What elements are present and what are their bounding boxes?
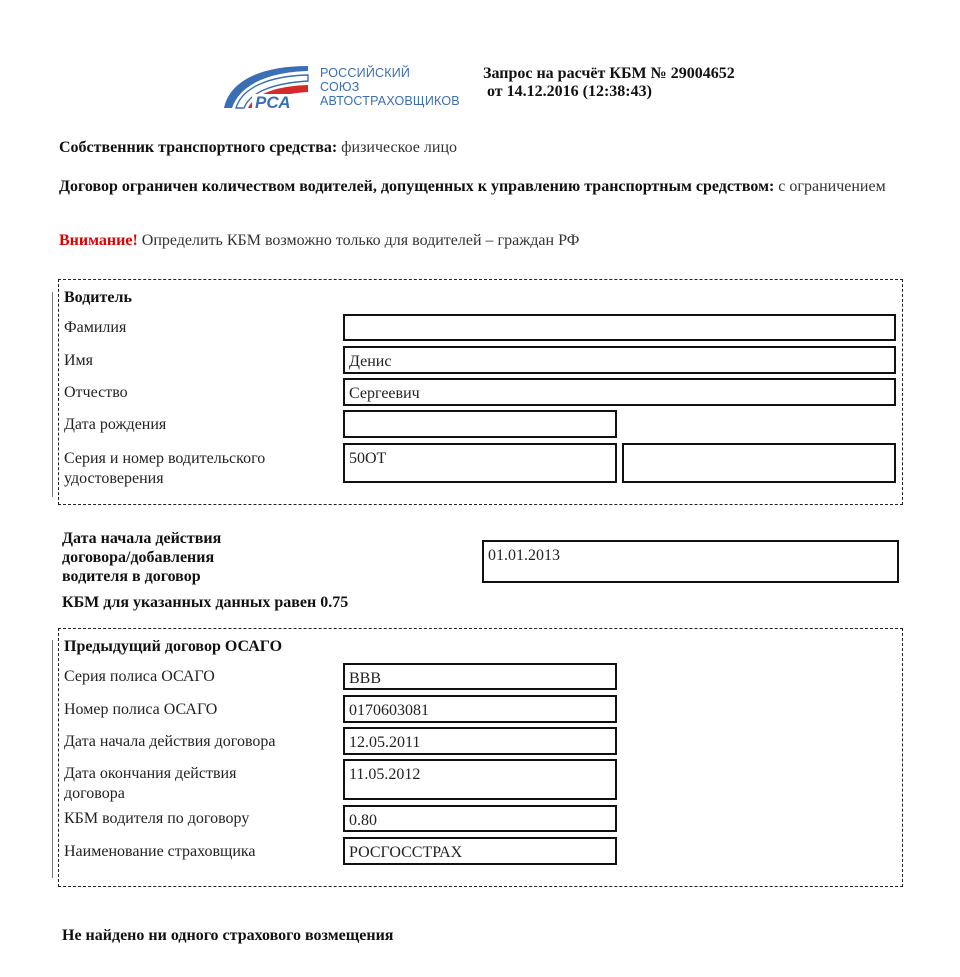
svg-text:РСА: РСА [255,93,291,112]
no-claims-message: Не найдено ни одного страхового возмещения [62,927,394,944]
driver-title: Водитель [64,289,132,306]
surname-field[interactable] [343,314,896,341]
policy-start-label: Дата начала действия договора [64,733,276,750]
contract-line [59,174,919,199]
contract-value: с ограничением [774,178,886,195]
surname-label: Фамилия [64,319,127,336]
warning-text: Определить КБМ возможно только для водителей – граждан РФ [137,232,580,249]
request-date: от 14.12.2016 (12:38:43) [483,83,652,100]
policy-start-field[interactable]: 12.05.2011 [343,727,617,755]
name-label: Имя [64,352,94,369]
kbm-result: КБМ для указанных данных равен 0.75 [62,594,349,611]
owner-label: Собственник транспортного средства: [59,139,338,156]
warning-label: Внимание! [59,232,138,249]
start-date-field[interactable]: 01.01.2013 [482,540,899,583]
insurer-label: Наименование страховщика [64,843,256,860]
patronymic-label: Отчество [64,384,128,401]
warning-line [59,232,579,250]
rsa-logo-text: РОССИЙСКИЙ СОЮЗ АВТОСТРАХОВЩИКОВ [320,66,460,108]
policy-end-field[interactable]: 11.05.2012 [343,759,617,800]
license-number-field[interactable] [622,443,896,483]
policy-number-field[interactable]: 0170603081 [343,695,617,723]
request-header [483,65,735,101]
prev-section-divider [52,640,53,878]
policy-kbm-field[interactable]: 0.80 [343,805,617,832]
owner-line [59,139,457,157]
owner-value: физическое лицо [337,139,457,156]
name-field[interactable]: Денис [343,346,896,374]
rsa-logo-icon [222,62,318,112]
license-series-field[interactable]: 50ОТ [343,443,617,483]
prev-title: Предыдущий договор ОСАГО [64,638,283,655]
start-label: Дата начала действия договора/добавления водителя в договор [62,530,222,585]
driver-section-divider [52,292,53,497]
rsa-logo [222,62,462,112]
request-title: Запрос на расчёт КБМ № 29004652 [483,65,735,82]
patronymic-field[interactable]: Сергеевич [343,378,896,406]
contract-label: Договор ограничен количеством водителей, допущенных к управлению транспортным средством: [59,178,775,195]
birth-field[interactable] [343,410,617,438]
policy-number-label: Номер полиса ОСАГО [64,701,218,718]
birth-label: Дата рождения [64,416,167,433]
policy-end-label: Дата окончания действия договора [64,765,237,802]
insurer-field[interactable]: РОСГОССТРАХ [343,837,617,865]
policy-series-field[interactable]: ВВВ [343,663,617,690]
policy-series-label: Серия полиса ОСАГО [64,668,215,685]
policy-kbm-label: КБМ водителя по договору [64,810,250,827]
license-label: Серия и номер водительского удостоверения [64,450,266,487]
